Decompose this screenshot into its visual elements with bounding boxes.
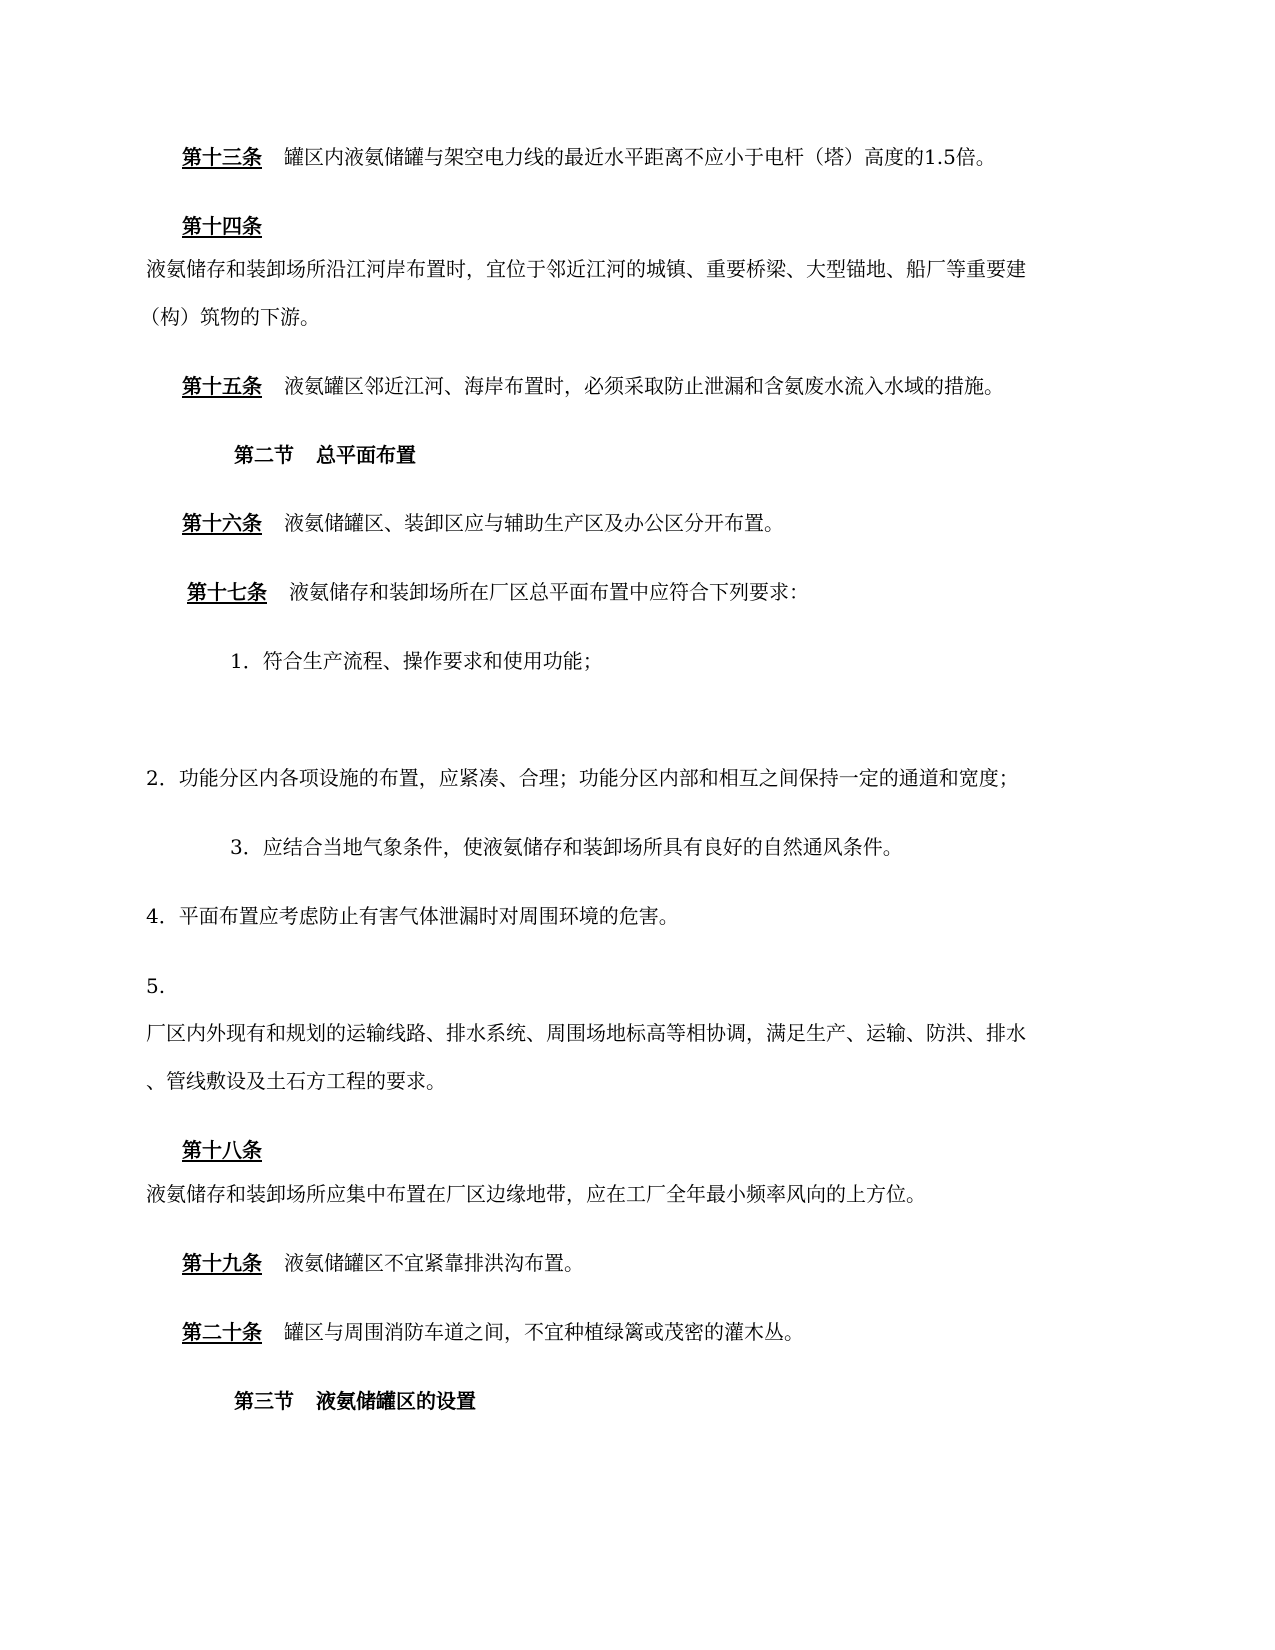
section-number: 第三节 (234, 1389, 294, 1413)
list-item-5-number: 5. (146, 974, 166, 998)
section-heading-3 (234, 1387, 476, 1415)
paragraph-line: 液氨储存和装卸场所应集中布置在厂区边缘地带，应在工厂全年最小频率风向的上方位。 (146, 1182, 926, 1206)
article-number: 第十七条 (187, 580, 267, 604)
article-number: 第十四条 (182, 214, 262, 238)
article-number: 第十三条 (182, 145, 262, 169)
section-heading-2 (234, 441, 416, 469)
section-number: 第二节 (234, 443, 294, 467)
list-item-4: 4．平面布置应考虑防止有害气体泄漏时对周围环境的危害。 (146, 904, 679, 928)
article-text: 罐区与周围消防车道之间，不宜种植绿篱或茂密的灌木丛。 (284, 1320, 804, 1344)
article-text: 液氨储罐区不宜紧靠排洪沟布置。 (284, 1251, 584, 1275)
list-item-1: 1．符合生产流程、操作要求和使用功能； (230, 649, 603, 673)
list-item-3: 3．应结合当地气象条件，使液氨储存和装卸场所具有良好的自然通风条件。 (230, 835, 903, 859)
article-13 (146, 143, 996, 171)
section-title: 总平面布置 (316, 443, 416, 467)
paragraph-line: （构）筑物的下游。 (140, 305, 320, 329)
article-text: 罐区内液氨储罐与架空电力线的最近水平距离不应小于电杆（塔）高度的1.5倍。 (284, 145, 996, 169)
article-17 (187, 578, 809, 606)
article-text: 液氨储存和装卸场所在厂区总平面布置中应符合下列要求： (289, 580, 809, 604)
article-number: 第十九条 (182, 1251, 262, 1275)
paragraph-line: 厂区内外现有和规划的运输线路、排水系统、周围场地标高等相协调，满足生产、运输、防洪、排水 (146, 1021, 1026, 1045)
paragraph-line: 液氨储存和装卸场所沿江河岸布置时，宜位于邻近江河的城镇、重要桥梁、大型锚地、船厂等重要建 (146, 257, 1026, 281)
article-text: 液氨储罐区、装卸区应与辅助生产区及办公区分开布置。 (284, 511, 784, 535)
paragraph-line: 、管线敷设及土石方工程的要求。 (146, 1069, 446, 1093)
article-number: 第十八条 (182, 1138, 262, 1162)
article-number: 第十六条 (182, 511, 262, 535)
article-16 (146, 509, 784, 537)
article-number: 第十五条 (182, 374, 262, 398)
article-19 (146, 1249, 584, 1277)
article-15 (146, 372, 1004, 400)
article-number: 第二十条 (182, 1320, 262, 1344)
article-20 (146, 1318, 804, 1346)
article-14-heading (146, 212, 262, 240)
article-text: 液氨罐区邻近江河、海岸布置时，必须采取防止泄漏和含氨废水流入水域的措施。 (284, 374, 1004, 398)
article-18-heading (146, 1136, 262, 1164)
section-title: 液氨储罐区的设置 (316, 1389, 476, 1413)
list-item-2: 2．功能分区内各项设施的布置，应紧凑、合理；功能分区内部和相互之间保持一定的通道和宽度； (146, 766, 1019, 790)
